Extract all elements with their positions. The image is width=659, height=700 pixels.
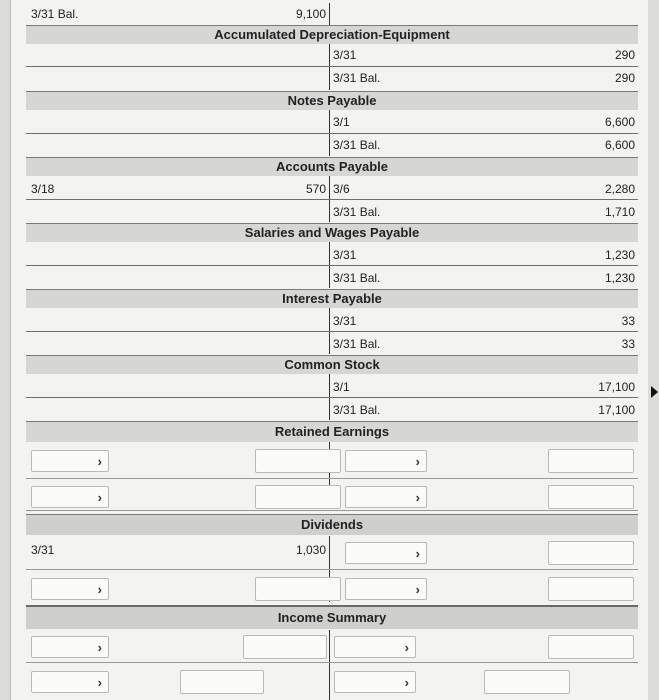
chevron-down-icon: › (97, 490, 102, 505)
account-title-common-stock: Common Stock (26, 355, 638, 374)
credit-amount: 33 (621, 314, 635, 328)
credit-date: 3/31 (333, 48, 357, 62)
re-credit-amount-input[interactable] (548, 449, 634, 473)
re-debit-date-select[interactable] (31, 450, 109, 472)
balance-label: 3/31 Bal. (333, 138, 381, 152)
credit-amount: 1,230 (604, 248, 635, 262)
re-credit-amount-input-2[interactable] (548, 485, 634, 509)
account-title-retained-earnings: Retained Earnings (26, 421, 638, 442)
chevron-down-icon: › (415, 582, 420, 597)
is-debit-amount-input[interactable] (243, 635, 327, 659)
is-credit-amount-input[interactable] (548, 635, 634, 659)
div-credit-amount-input-2[interactable] (548, 577, 634, 601)
top-divider (329, 3, 330, 25)
credit-amount: 17,100 (598, 380, 635, 394)
credit-date: 3/31 (333, 248, 357, 262)
div-credit-amount-input[interactable] (548, 541, 634, 565)
div-credit-date-select-2[interactable] (345, 578, 427, 600)
account-title-interest-payable: Interest Payable (26, 289, 638, 308)
credit-date: 3/1 (333, 380, 350, 394)
chevron-down-icon: › (97, 640, 102, 655)
credit-date: 3/1 (333, 115, 350, 129)
credit-amount: 2,280 (604, 182, 635, 196)
balance-amount: 290 (614, 71, 635, 85)
balance-amount: 6,600 (604, 138, 635, 152)
account-title-dividends: Dividends (26, 514, 638, 535)
re-debit-amount-input-2[interactable] (255, 485, 341, 509)
balance-label: 3/31 Bal. (333, 271, 381, 285)
balance-amount: 1,230 (604, 271, 635, 285)
credit-amount: 290 (614, 48, 635, 62)
re-credit-date-select[interactable] (345, 450, 427, 472)
credit-date: 3/6 (333, 182, 350, 196)
account-title-accum-dep: Accumulated Depreciation-Equipment (26, 25, 638, 44)
mouse-pointer-icon (651, 386, 658, 398)
account-title-income-summary: Income Summary (26, 605, 638, 629)
balance-amount: 17,100 (598, 403, 635, 417)
chevron-down-icon: › (97, 675, 102, 690)
chevron-down-icon: › (404, 640, 409, 655)
balance-label: 3/31 Bal. (333, 71, 381, 85)
is-credit-date-select[interactable] (334, 636, 416, 658)
debit-amount: 1,030 (295, 543, 326, 557)
credit-date: 3/31 (333, 314, 357, 328)
is-credit-amount-input-2[interactable] (484, 670, 570, 694)
is-debit-date-select[interactable] (31, 636, 109, 658)
balance-amount: 33 (621, 337, 635, 351)
chevron-down-icon: › (97, 582, 102, 597)
account-title-accounts-payable: Accounts Payable (26, 157, 638, 176)
debit-date: 3/31 (31, 543, 55, 557)
chevron-down-icon: › (415, 546, 420, 561)
re-debit-date-select-2[interactable] (31, 486, 109, 508)
balance-label: 3/31 Bal. (333, 403, 381, 417)
chevron-down-icon: › (415, 454, 420, 469)
chevron-down-icon: › (404, 675, 409, 690)
div-credit-date-select[interactable] (345, 542, 427, 564)
top-left-amount: 9,100 (295, 7, 326, 21)
balance-label: 3/31 Bal. (333, 205, 381, 219)
top-left-label: 3/31 Bal. (31, 7, 79, 21)
div-debit-date-select[interactable] (31, 578, 109, 600)
debit-amount: 570 (305, 182, 326, 196)
is-credit-date-select-2[interactable] (334, 671, 416, 693)
balance-label: 3/31 Bal. (333, 337, 381, 351)
re-debit-amount-input[interactable] (255, 449, 341, 473)
is-debit-date-select-2[interactable] (31, 671, 109, 693)
chevron-down-icon: › (97, 454, 102, 469)
account-title-notes-payable: Notes Payable (26, 91, 638, 110)
div-debit-amount-input[interactable] (255, 577, 341, 601)
credit-amount: 6,600 (604, 115, 635, 129)
account-title-salaries-payable: Salaries and Wages Payable (26, 223, 638, 242)
balance-amount: 1,710 (604, 205, 635, 219)
debit-date: 3/18 (31, 182, 55, 196)
is-debit-amount-input-2[interactable] (180, 670, 264, 694)
chevron-down-icon: › (415, 490, 420, 505)
re-credit-date-select-2[interactable] (345, 486, 427, 508)
